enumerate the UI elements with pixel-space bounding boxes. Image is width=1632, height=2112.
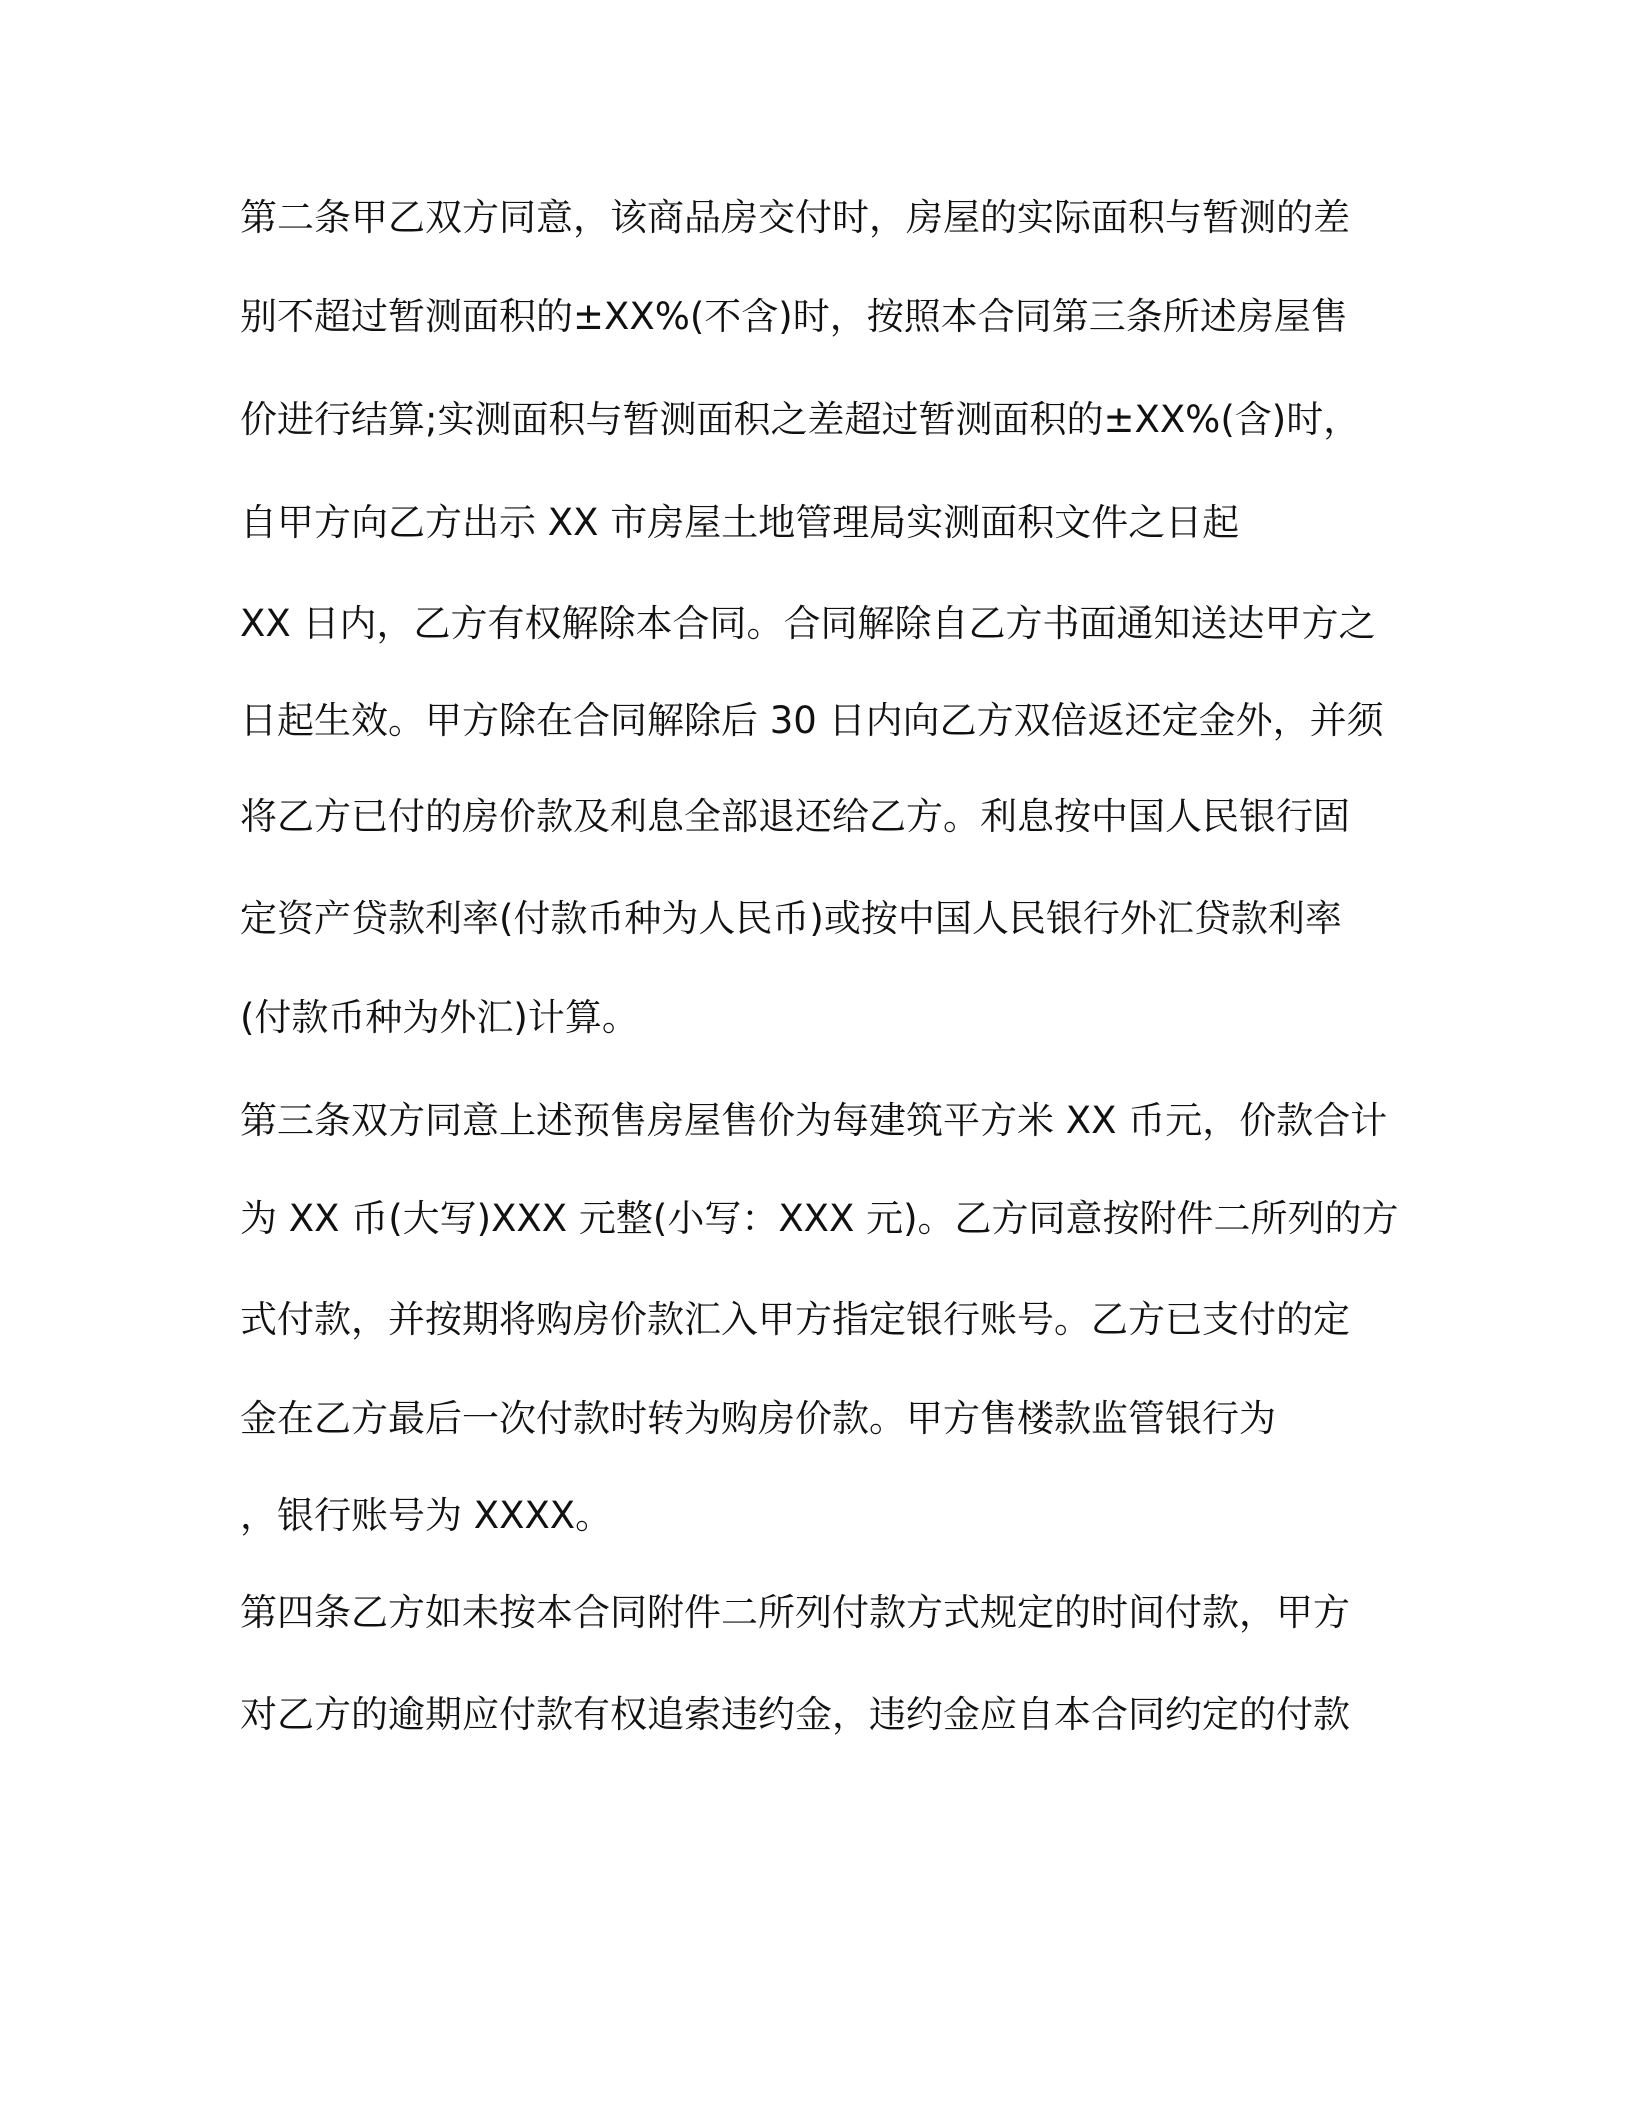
text-line: 对乙方的逾期应付款有权追索违约金，违约金应自本合同约定的付款 <box>240 1693 1350 1736</box>
text-line: 将乙方已付的房价款及利息全部退还给乙方。利息按中国人民银行固 <box>240 795 1350 838</box>
text-line: 第二条甲乙双方同意，该商品房交付时，房屋的实际面积与暂测的差 <box>240 196 1350 239</box>
text-line: XX 日内，乙方有权解除本合同。合同解除自乙方书面通知送达甲方之 <box>240 602 1376 645</box>
text-line: 为 XX 币(大写)XXX 元整(小写：XXX 元)。乙方同意按附件二所列的方 <box>240 1197 1399 1240</box>
text-line: 自甲方向乙方出示 XX 市房屋土地管理局实测面积文件之日起 <box>240 501 1240 544</box>
text-line: 第四条乙方如未按本合同附件二所列付款方式规定的时间付款，甲方 <box>240 1591 1350 1634</box>
text-line: (付款币种为外汇)计算。 <box>240 996 639 1039</box>
text-line: 定资产贷款利率(付款币种为人民币)或按中国人民银行外汇贷款利率 <box>240 897 1342 940</box>
text-line: 第三条双方同意上述预售房屋售价为每建筑平方米 XX 币元，价款合计 <box>240 1099 1388 1142</box>
text-line: 别不超过暂测面积的±XX%(不含)时，按照本合同第三条所述房屋售 <box>240 295 1348 338</box>
text-line: 日起生效。甲方除在合同解除后 30 日内向乙方双倍返还定金外，并须 <box>240 699 1384 742</box>
text-line: ，银行账号为 XXXX。 <box>240 1494 613 1537</box>
text-line: 式付款，并按期将购房价款汇入甲方指定银行账号。乙方已支付的定 <box>240 1298 1350 1341</box>
text-line: 价进行结算;实测面积与暂测面积之差超过暂测面积的±XX%(含)时， <box>240 398 1361 441</box>
text-line: 金在乙方最后一次付款时转为购房价款。甲方售楼款监管银行为 <box>240 1397 1276 1440</box>
